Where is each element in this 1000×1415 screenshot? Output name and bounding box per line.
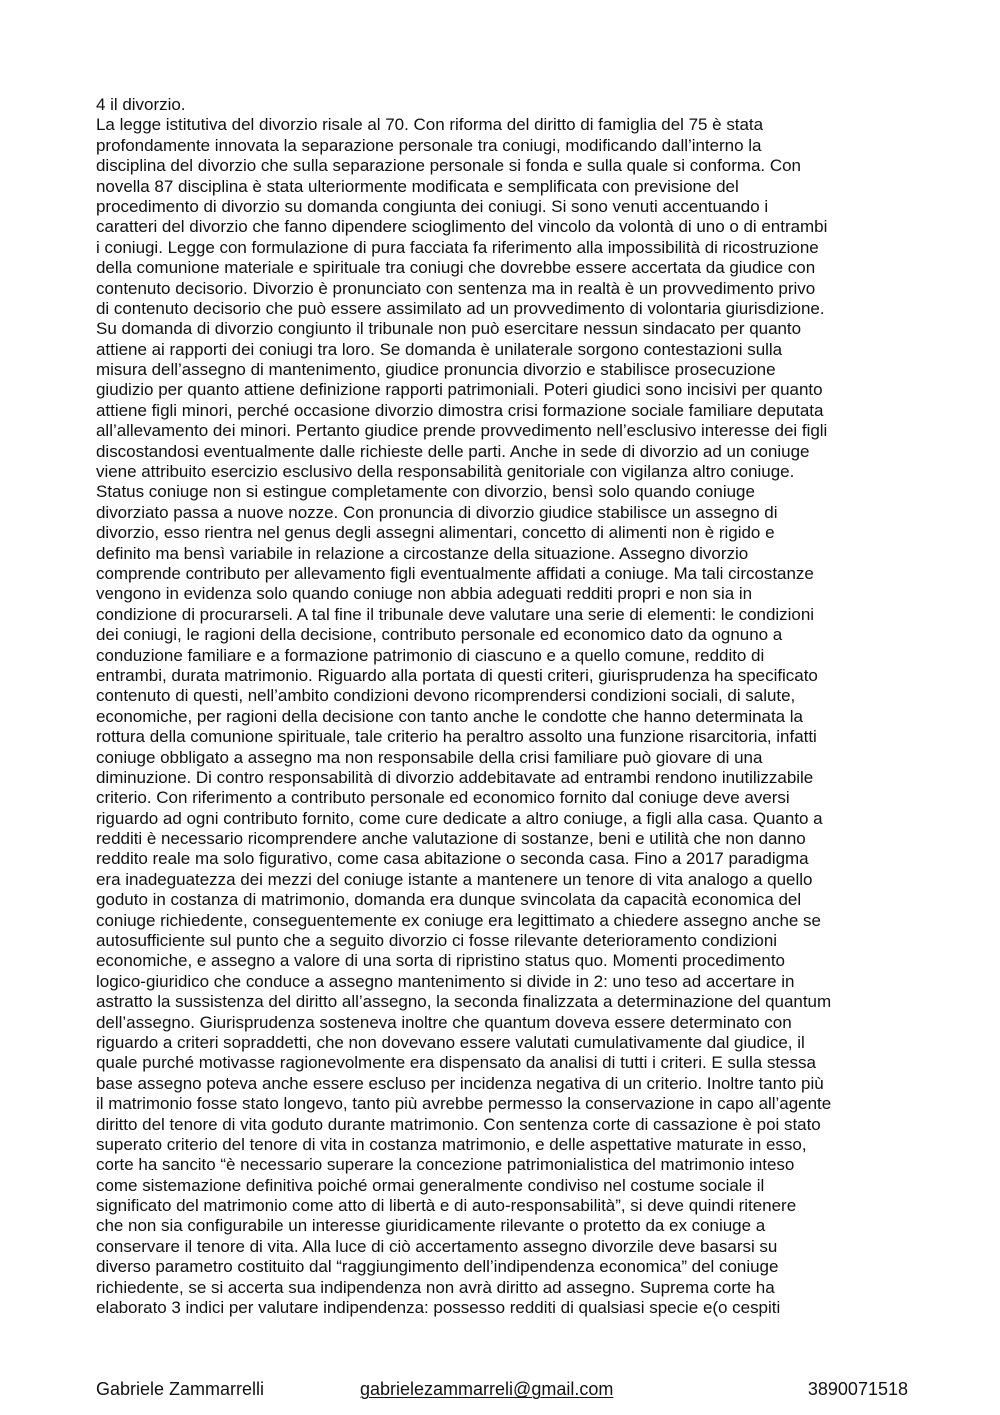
text-line: riguardo ad ogni contributo fornito, come cure dedicate a altro coniuge, a figli alla casa. Quanto a	[96, 808, 823, 828]
text-line: discostandosi eventualmente dalle richieste delle parti. Anche in sede di divorzio ad un coniuge	[96, 441, 810, 461]
text-line: vengono in evidenza solo quando coniuge non abbia adeguati redditi propri e non sia in	[96, 584, 753, 604]
section-heading: 4 il divorzio.	[96, 95, 186, 114]
text-line: diverso parametro costituito dal “raggiungimento dell’indipendenza economica” del coniuge	[96, 1257, 779, 1277]
text-line: misura dell’assegno di mantenimento, giudice pronuncia divorzio e stabilisce prosecuzione	[96, 360, 776, 380]
page-footer	[96, 1378, 908, 1402]
text-line: coniuge obbligato a assegno ma non responsabile della crisi familiare può giovare di una	[96, 747, 763, 767]
text-line: novella 87 disciplina è stata ulteriormente modificata e semplificata con previsione del	[96, 176, 739, 196]
text-line: autosufficiente sul punto che a seguito divorzio ci fosse rilevante deterioramento condizioni	[96, 931, 778, 951]
text-line: base assegno poteva anche essere escluso per incidenza negativa di un criterio. Inoltre tanto più	[96, 1073, 824, 1093]
text-line: attiene ai rapporti dei coniugi tra loro. Se domanda è unilaterale sorgono contestazioni sulla	[96, 339, 783, 359]
text-line: procedimento di divorzio su domanda congiunta dei coniugi. Si sono venuti accentuando i	[96, 196, 769, 216]
text-line: all’allevamento dei minori. Pertanto giudice prende provvedimento nell’esclusivo interesse dei figli	[96, 421, 828, 441]
text-line: divorziato passa a nuove nozze. Con pronuncia di divorzio giudice stabilisce un assegno di	[96, 502, 778, 522]
footer-email-link[interactable]: gabrielezammarreli@gmail.com	[360, 1379, 614, 1399]
text-line: definito ma bensì variabile in relazione a circostanze della situazione. Assegno divorzio	[96, 543, 749, 563]
text-line: criterio. Con riferimento a contributo personale ed economico fornito dal coniuge deve aversi	[96, 788, 790, 808]
text-line: giudizio per quanto attiene definizione rapporti patrimoniali. Poteri giudici sono incisivi per quanto	[96, 380, 823, 400]
text-line: elaborato 3 indici per valutare indipendenza: possesso redditi di qualsiasi specie e(o cespiti	[96, 1298, 781, 1318]
text-line: redditi è necessario ricomprendere anche valutazione di sostanze, beni e utilità che non danno	[96, 829, 806, 849]
text-line: comprende contributo per allevamento figli eventualmente affidati a coniuge. Ma tali circostanze	[96, 563, 814, 583]
text-line: viene attribuito esercizio esclusivo della responsabilità genitoriale con vigilanza altro coniuge.	[96, 462, 795, 482]
text-line: economiche, per ragioni della decisione con tanto anche le condotte che hanno determinata la	[96, 706, 803, 726]
text-line: condizione di procurarseli. A tal fine il tribunale deve valutare una serie di elementi: le condizioni	[96, 604, 815, 624]
text-line: disciplina del divorzio che sulla separazione personale si fonda e sulla quale si conforma. Con	[96, 156, 801, 176]
text-line: riguardo a criteri sopraddetti, che non dovevano essere valutati cumulativamente dal giudice, il	[96, 1032, 805, 1052]
text-line: profondamente innovata la separazione personale tra coniugi, modificando dall’interno la	[96, 135, 762, 155]
text-line: conduzione familiare e a formazione patrimonio di ciascuno e a quello comune, reddito di	[96, 645, 765, 665]
text-line: Status coniuge non si estingue completamente con divorzio, bensì solo quando coniuge	[96, 482, 755, 502]
text-line: quale purché motivasse ragionevolmente era dispensato da analisi di tutti i criteri. E sulla stessa	[96, 1053, 816, 1073]
text-line: caratteri del divorzio che fanno dipendere scioglimento del vincolo da volontà di uno o di entrambi	[96, 217, 828, 237]
text-line: che non sia configurabile un interesse giuridicamente rilevante o protetto da ex coniuge a	[96, 1216, 766, 1236]
text-line: dei coniugi, le ragioni della decisione, contributo personale ed economico dato da ognuno a	[96, 625, 783, 645]
footer-phone-number: 3890071518	[807, 1379, 908, 1399]
text-line: attiene figli minori, perché occasione divorzio dimostra crisi formazione sociale familiare deputata	[96, 400, 824, 420]
text-line: come sistemazione definitiva poiché ormai generalmente condiviso nel costume sociale il	[96, 1175, 765, 1195]
text-line: richiedente, se si accerta sua indipendenza non avrà diritto ad assegno. Suprema corte ha	[96, 1277, 775, 1297]
text-line: logico-giuridico che conduce a assegno mantenimento si divide in 2: uno teso ad accertare in	[96, 971, 795, 991]
text-line: Su domanda di divorzio congiunto il tribunale non può esercitare nessun sindacato per quanto	[96, 319, 802, 339]
text-line: reddito reale ma solo figurativo, come casa abitazione o seconda casa. Fino a 2017 paradigma	[96, 849, 809, 869]
text-line: rottura della comunione spirituale, tale criterio ha peraltro assolto una funzione risarcitoria, infatti	[96, 727, 817, 747]
text-line: conservare il tenore di vita. Alla luce di ciò accertamento assegno divorzile deve basarsi su	[96, 1236, 778, 1256]
text-line: superato criterio del tenore di vita in costanza matrimonio, e delle aspettative maturate in esso,	[96, 1134, 807, 1154]
text-line: di contenuto decisorio che può essere assimilato ad un provvedimento di volontaria giurisdizione.	[96, 298, 825, 318]
text-line: contenuto di questi, nell’ambito condizioni devono ricomprendersi condizioni sociali, di salute,	[96, 686, 796, 706]
text-line: La legge istitutiva del divorzio risale al 70. Con riforma del diritto di famiglia del 75 è stata	[96, 115, 764, 135]
text-line: significato del matrimonio come atto di libertà e di auto-responsabilità”, si deve quindi ritenere	[96, 1196, 797, 1216]
text-line: diritto del tenore di vita goduto durante matrimonio. Con sentenza corte di cassazione è poi stato	[96, 1114, 821, 1134]
text-line: astratto la sussistenza del diritto all’assegno, la seconda finalizzata a determinazione del quantum	[96, 992, 832, 1012]
text-line: coniuge richiedente, conseguentemente ex coniuge era legittimato a chiedere assegno anche se	[96, 910, 821, 930]
text-line: contenuto decisorio. Divorzio è pronunciato con sentenza ma in realtà è un provvedimento privo	[96, 278, 816, 298]
text-line: entrambi, durata matrimonio. Riguardo alla portata di questi criteri, giurisprudenza ha specificato	[96, 665, 818, 685]
text-line: corte ha sancito “è necessario superare la concezione patrimonialistica del matrimonio inteso	[96, 1155, 795, 1175]
text-line: i coniugi. Legge con formulazione di pura facciata fa riferimento alla impossibilità di ricostruzione	[96, 237, 819, 257]
text-line: della comunione materiale e spirituale tra coniugi che dovrebbe essere accertata da giudice con	[96, 258, 816, 278]
footer-author-name: Gabriele Zammarrelli	[96, 1379, 265, 1399]
text-line: divorzio, esso rientra nel genus degli assegni alimentari, concetto di alimenti non è rigido e	[96, 523, 775, 543]
text-line: goduto in costanza di matrimonio, domanda era dunque svincolata da capacità economica del	[96, 890, 802, 910]
text-line: dell’assegno. Giurisprudenza sosteneva inoltre che quantum doveva essere determinato con	[96, 1012, 792, 1032]
document-body	[96, 95, 911, 1318]
text-line: economiche, e assegno a valore di una sorta di ripristino status quo. Momenti procedimento	[96, 951, 785, 971]
text-line: il matrimonio fosse stato longevo, tanto più avrebbe permesso la conservazione in capo all’agente	[96, 1094, 832, 1114]
text-line: era inadeguatezza dei mezzi del coniuge istante a mantenere un tenore di vita analogo a quello	[96, 869, 813, 889]
text-line: diminuzione. Di contro responsabilità di divorzio addebitavate ad entrambi rendono inutilizzabile	[96, 767, 814, 787]
